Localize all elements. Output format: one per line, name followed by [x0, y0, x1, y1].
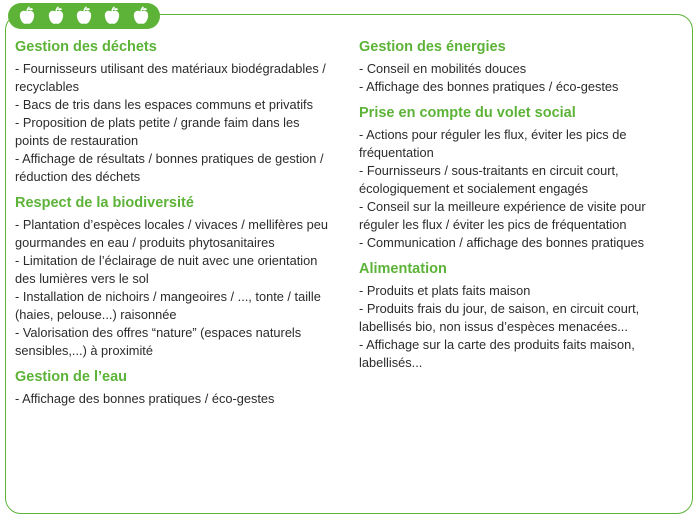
section-alimentation	[359, 260, 689, 372]
list-item: - Communication / affichage des bonnes pratiques	[359, 235, 645, 250]
list-item: - Valorisation des offres “nature” (espaces naturels sensibles,...) à proximité	[15, 325, 302, 358]
apple-icon	[46, 6, 66, 26]
section-heading: Alimentation	[359, 261, 447, 277]
apple-icon	[74, 6, 94, 26]
list-item: - Produits et plats faits maison	[359, 283, 531, 298]
right-column	[359, 38, 689, 380]
list-item: - Affichage des bonnes pratiques / éco-gestes	[359, 79, 619, 94]
list-item: - Fournisseurs / sous-traitants en circuit court, écologiquement et socialement engagés	[359, 163, 619, 196]
section-social	[359, 104, 689, 252]
list-item: - Affichage des bonnes pratiques / éco-gestes	[15, 391, 275, 406]
section-heading: Gestion des déchets	[15, 39, 157, 55]
apple-icon	[17, 6, 37, 26]
list-item: - Conseil en mobilités douces	[359, 61, 527, 76]
section-heading: Prise en compte du volet social	[359, 105, 576, 121]
section-heading: Respect de la biodiversité	[15, 195, 194, 211]
list-item: - Conseil sur la meilleure expérience de visite pour réguler les flux / éviter les pics de fréquentation	[359, 199, 646, 232]
apple-icon	[102, 6, 122, 26]
list-item: - Fournisseurs utilisant des matériaux biodégradables / recyclables	[15, 61, 326, 94]
section-eau	[15, 368, 333, 408]
list-item: - Installation de nichoirs / mangeoires / ..., tonte / taille (haies, pelouse...) raisonnée	[15, 289, 321, 322]
list-item: - Limitation de l’éclairage de nuit avec une orientation des lumières vers le sol	[15, 253, 318, 286]
section-dechets	[15, 38, 333, 186]
list-item: - Proposition de plats petite / grande faim dans les points de restauration	[15, 115, 300, 148]
list-item: - Actions pour réguler les flux, éviter les pics de fréquentation	[359, 127, 627, 160]
list-item: - Plantation d’espèces locales / vivaces / mellifères peu gourmandes en eau / produits phytosanitaires	[15, 217, 328, 250]
left-column	[15, 38, 333, 416]
section-biodiversite	[15, 194, 333, 360]
list-item: - Bacs de tris dans les espaces communs et privatifs	[15, 97, 314, 112]
apple-icon	[131, 6, 151, 26]
list-item: - Affichage sur la carte des produits faits maison, labellisés...	[359, 337, 635, 370]
section-heading: Gestion de l’eau	[15, 369, 127, 385]
apple-rating	[8, 3, 160, 29]
section-heading: Gestion des énergies	[359, 39, 506, 55]
list-item: - Produits frais du jour, de saison, en circuit court, labellisés bio, non issus d’espèces menacées...	[359, 301, 640, 334]
list-item: - Affichage de résultats / bonnes pratiques de gestion / réduction des déchets	[15, 151, 324, 184]
section-energies	[359, 38, 689, 96]
